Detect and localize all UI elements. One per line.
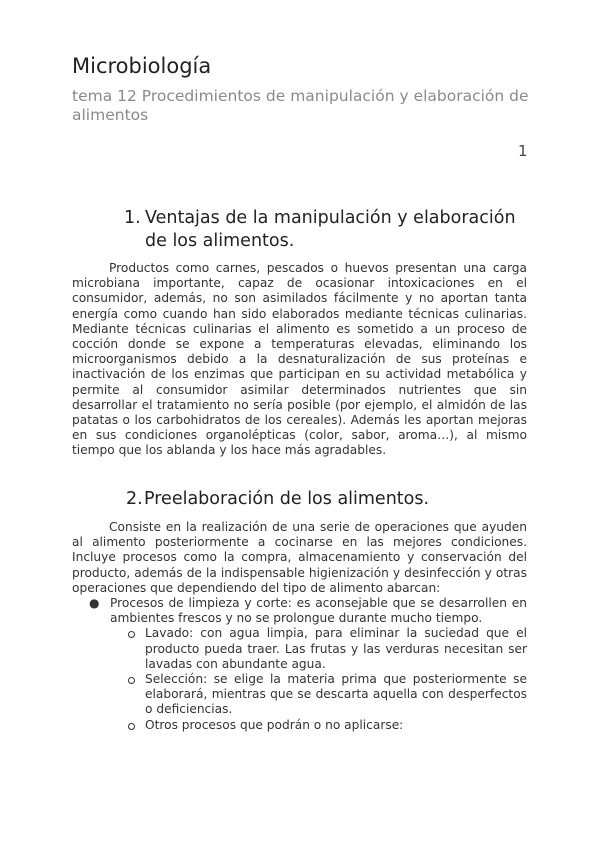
sub-list-item-text: Selección: se elige la materia prima que posteriormente se elaborará, mientras que se descarta aquella con desperfectos o deficiencias.	[145, 672, 527, 717]
circle-bullet-icon	[128, 631, 135, 638]
document-subtitle: tema 12 Procedimientos de manipulación y elaboración de alimentos	[72, 87, 529, 124]
section-1-title: Ventajas de la manipulación y elaboración de los alimentos.	[145, 208, 516, 251]
section-2	[72, 488, 527, 733]
section-1-number: 1.	[124, 208, 141, 228]
section-2-title: Preelaboración de los alimentos.	[144, 489, 430, 509]
section-2-number: 2.	[126, 489, 143, 509]
circle-bullet-icon	[128, 723, 135, 730]
list-item-text: Procesos de limpieza y corte: es aconsejable que se desarrollen en ambientes frescos y no se prolongue durante mucho tiempo.	[110, 596, 527, 626]
sub-list-item	[72, 626, 527, 672]
sub-list-item	[72, 672, 527, 718]
section-1	[72, 207, 527, 459]
sub-list-item	[72, 718, 527, 733]
page-number: 1	[518, 142, 528, 160]
sub-list-item-text: Lavado: con agua limpia, para eliminar la suciedad que el producto pueda traer. Las frutas y las verduras necesitan ser lavadas con abundante agua.	[145, 626, 527, 671]
bullet-dot-icon: ●	[89, 596, 100, 611]
sub-bullet-list	[110, 626, 527, 732]
circle-bullet-icon	[128, 677, 135, 684]
section-2-heading	[72, 488, 527, 511]
section-1-heading	[72, 207, 527, 253]
bullet-list	[72, 596, 527, 733]
list-item	[72, 596, 527, 733]
sub-list-item-text: Otros procesos que podrán o no aplicarse:	[145, 717, 404, 732]
section-1-paragraph: Productos como carnes, pescados o huevos presentan una carga microbiana importante, capaz de ocasionar intoxicaciones en el consumidor, además, no son asimilados fácilmente y no aportan tanta energía como cuando han sido elaborados mediante técnicas culinarias. Mediante técnicas culinarias el alimento es sometido a un proceso de cocción donde se expone a temperaturas elevadas, eliminando los microorganismos debido a la desnaturalización de sus proteínas e inactivación de los enzimas que participan en su actividad metabólica y permite al consumidor asimilar determinados nutrientes que sin desarrollar el tratamiento no sería posible (por ejemplo, el almidón de las patatas o los carbohidratos de los cereales). Además les aportan mejoras en sus condiciones organolépticas (color, sabor, aroma…), al mismo tiempo que los ablanda y los hace más agradables.	[72, 261, 527, 458]
document-title: Microbiología	[72, 54, 212, 78]
section-2-paragraph: Consiste en la realización de una serie de operaciones que ayuden al alimento posteriormente a cocinarse en las mejores condiciones. Incluye procesos como la compra, almacenamiento y conservación del producto, además de la indispensable higienización y desinfección y otras operaciones que dependiendo del tipo de alimento abarcan:	[72, 520, 527, 595]
